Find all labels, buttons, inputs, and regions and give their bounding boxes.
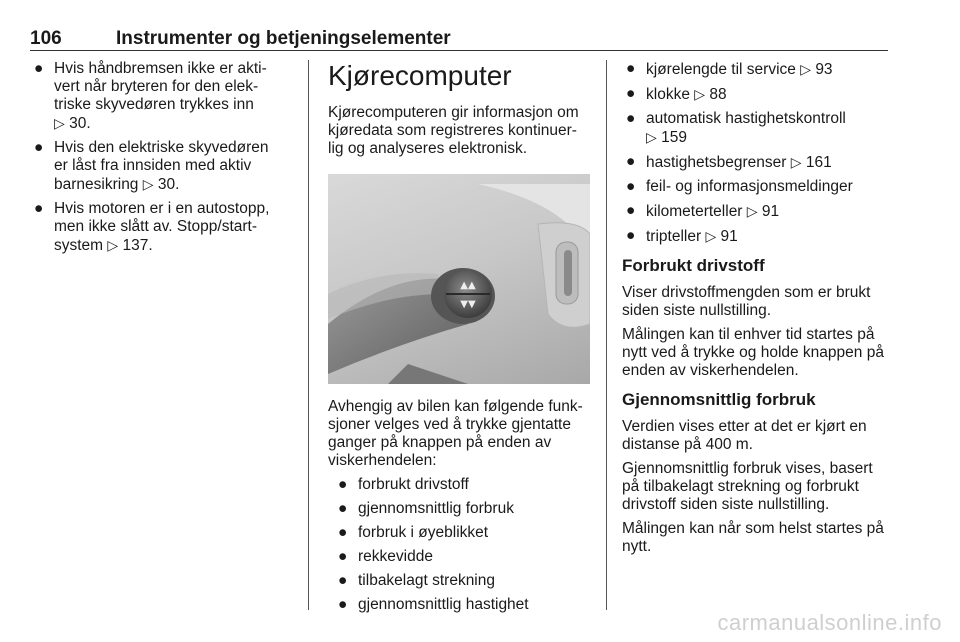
column-divider — [308, 60, 309, 610]
bullet-icon: ● — [34, 200, 44, 217]
list-item: ● forbrukt drivstoff — [338, 476, 469, 493]
page-reference[interactable]: 91 — [720, 228, 738, 245]
page-reference[interactable]: 88 — [709, 86, 727, 103]
chapter-title: Instrumenter og betjeningselementer — [116, 28, 451, 49]
svg-text:▼▼: ▼▼ — [460, 299, 476, 310]
reference-arrow-icon: ▷ — [746, 203, 758, 219]
bullet-icon: ● — [626, 202, 636, 219]
reference-arrow-icon: ▷ — [694, 86, 706, 102]
page-reference[interactable]: 93 — [815, 61, 833, 78]
condition-list — [30, 60, 292, 255]
reference-arrow-icon: ▷ — [790, 154, 802, 170]
paragraph: Målingen kan når som helst startes på nytt. — [622, 520, 884, 555]
function-list — [328, 476, 590, 614]
reference-arrow-icon: ▷ — [705, 228, 717, 244]
list-item: ● feil- og informasjonsmeldinger — [626, 178, 853, 195]
function-list-continued — [622, 60, 890, 246]
page-header — [30, 26, 888, 51]
intro-paragraph: Kjørecomputeren gir informasjon om kjøredata som registreres kontinuer- lig og analyseres elektronisk. — [328, 104, 579, 157]
bullet-icon: ● — [338, 524, 348, 541]
subsection-heading: Forbrukt drivstoff — [622, 256, 765, 275]
bullet-icon: ● — [626, 60, 636, 77]
page-reference[interactable]: 30. — [69, 115, 91, 132]
bullet-icon: ● — [626, 153, 636, 170]
reference-arrow-icon: ▷ — [54, 115, 65, 131]
functions-intro: Avhengig av bilen kan følgende funk- sjoner velges ved å trykke gjentatte ganger på knappen på enden av viskerhendelen: — [328, 398, 583, 469]
paragraph: Verdien vises etter at det er kjørt en distanse på 400 m. — [622, 418, 867, 453]
page-reference[interactable]: 159 — [661, 129, 687, 146]
bullet-icon: ● — [338, 548, 348, 565]
subsection-heading: Gjennomsnittlig forbruk — [622, 390, 816, 409]
paragraph: Viser drivstoffmengden som er brukt siden siste nullstilling. — [622, 284, 871, 319]
bullet-icon: ● — [34, 139, 44, 156]
reference-arrow-icon: ▷ — [142, 176, 154, 192]
list-item: ● klokke ▷ 88 — [626, 85, 727, 103]
reference-arrow-icon: ▷ — [800, 61, 811, 77]
bullet-icon: ● — [338, 596, 348, 613]
wiper-lever-illustration — [328, 174, 590, 384]
column-3 — [622, 60, 890, 562]
bullet-icon: ● — [338, 500, 348, 517]
page-reference[interactable]: 91 — [761, 203, 780, 220]
page-reference[interactable]: 137. — [122, 237, 153, 254]
svg-text:▲▲: ▲▲ — [460, 280, 476, 291]
list-item: ● tripteller ▷ 91 — [626, 227, 738, 245]
column-1 — [30, 60, 292, 261]
reference-arrow-icon: ▷ — [646, 129, 657, 145]
list-item: ● Hvis håndbremsen ikke er akti- vert når bryteren for den elek- triske skyvedøren trykkes inn ▷ 30. — [34, 60, 267, 132]
list-item: ● rekkevidde — [338, 548, 433, 565]
bullet-icon: ● — [338, 572, 348, 589]
bullet-icon: ● — [626, 178, 636, 195]
list-item: ● Hvis den elektriske skyvedøren er låst fra innsiden med aktiv barnesikring ▷ 30. — [34, 139, 269, 193]
list-item: ● forbruk i øyeblikket — [338, 524, 489, 541]
list-item: ● tilbakelagt strekning — [338, 572, 495, 589]
bullet-icon: ● — [338, 476, 348, 493]
list-item: ● gjennomsnittlig hastighet — [338, 596, 529, 613]
section-title: Kjørecomputer — [328, 60, 512, 91]
bullet-icon: ● — [626, 85, 636, 102]
page-reference[interactable]: 161 — [805, 154, 832, 171]
page-number: 106 — [30, 28, 62, 49]
bullet-icon: ● — [34, 60, 44, 77]
list-item: ● Hvis motoren er i en autostopp, men ikke slått av. Stopp/start- system ▷ 137. — [34, 200, 270, 254]
list-item: ● kjørelengde til service ▷ 93 — [626, 60, 833, 78]
wiper-lever-drawing — [328, 174, 590, 384]
bullet-icon: ● — [626, 227, 636, 244]
watermark-text: carmanualsonline.info — [717, 610, 942, 635]
list-item: ● gjennomsnittlig forbruk — [338, 500, 514, 517]
column-divider — [606, 60, 607, 610]
bullet-icon: ● — [626, 110, 636, 127]
paragraph: Målingen kan til enhver tid startes på nytt ved å trykke og holde knappen på enden av viskerhendelen. — [622, 326, 884, 379]
paragraph: Gjennomsnittlig forbruk vises, basert på tilbakelagt strekning og forbrukt drivstoff siden siste nullstilling. — [622, 460, 873, 513]
list-item: ● kilometerteller ▷ 91 — [626, 202, 780, 220]
column-2 — [328, 60, 590, 620]
page-reference[interactable]: 30. — [157, 176, 180, 193]
reference-arrow-icon: ▷ — [107, 237, 119, 253]
list-item: ● hastighetsbegrenser ▷ 161 — [626, 153, 832, 171]
list-item: ● automatisk hastighetskontroll ▷ 159 — [626, 110, 846, 146]
